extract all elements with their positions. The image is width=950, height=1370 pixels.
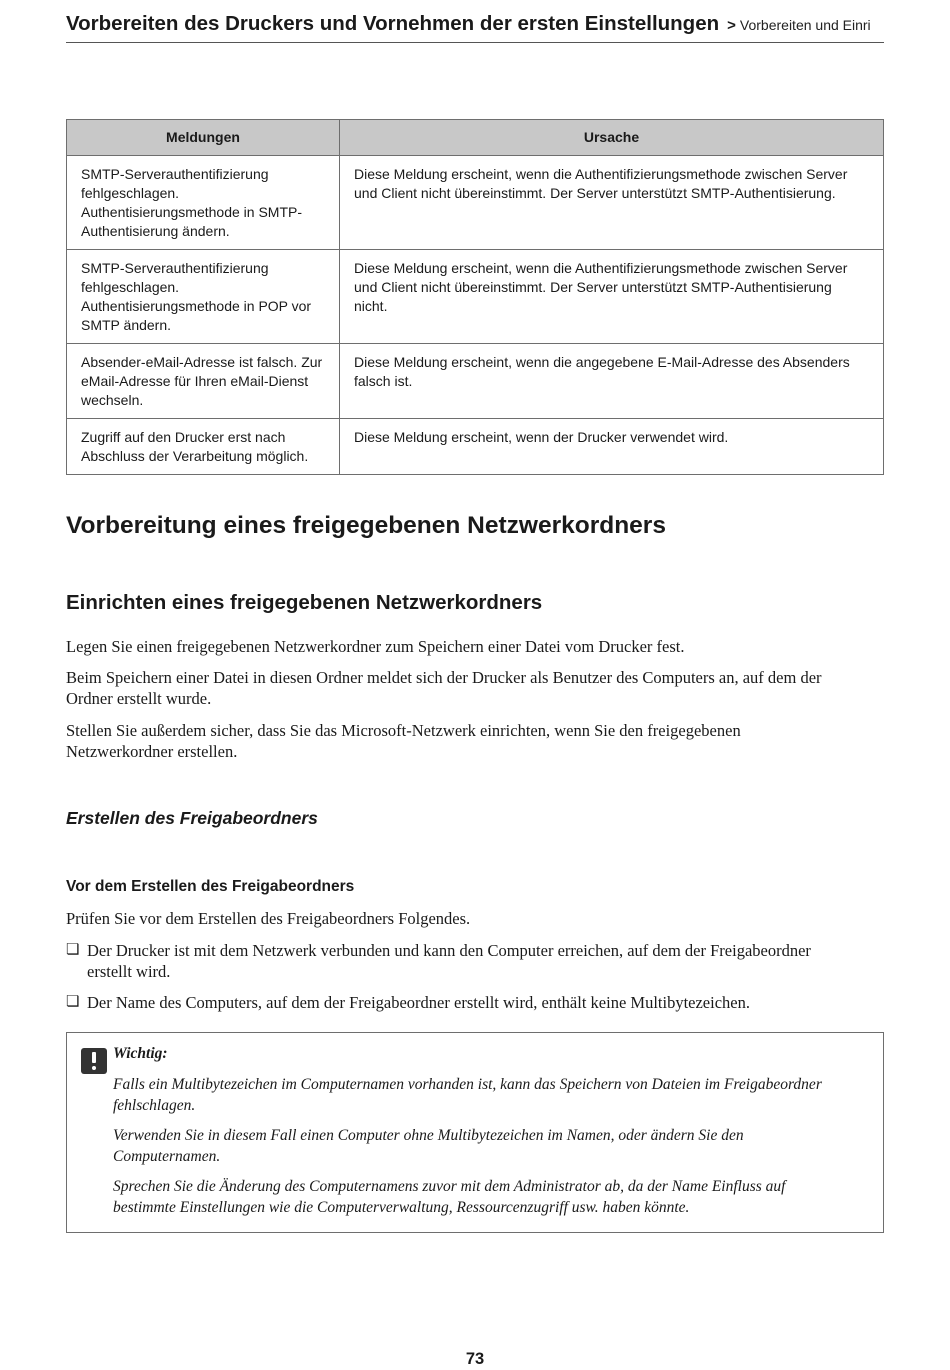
table-header-row: [67, 120, 884, 156]
page-number: 73: [465, 1350, 485, 1368]
note-line: Computernamen.: [113, 1147, 221, 1165]
note-title: Wichtig:: [113, 1045, 168, 1062]
paragraph-line: Ordner erstellt wurde.: [66, 689, 212, 708]
table-row: [67, 344, 884, 419]
message-line: SMTP ändern.: [81, 317, 172, 333]
note-line: Verwenden Sie in diesem Fall einen Computer ohne Multibytezeichen im Namen, oder ändern Sie den: [113, 1127, 744, 1144]
checkbox-bullet-icon: ❏: [66, 994, 80, 1010]
cause-line: Diese Meldung erscheint, wenn der Drucker verwendet wird.: [354, 429, 729, 445]
note-paragraph: [113, 1177, 873, 1218]
checkbox-bullet-icon: ❏: [66, 942, 80, 958]
message-cell: [67, 250, 340, 344]
message-line: Authentisierung ändern.: [81, 223, 230, 239]
note-line: Falls ein Multibytezeichen im Computernamen vorhanden ist, kann das Speichern von Dateien im Freigabeordner: [113, 1076, 822, 1093]
cause-line: Diese Meldung erscheint, wenn die angegebene E-Mail-Adresse des Absenders: [354, 354, 850, 370]
message-line: eMail-Adresse für Ihren eMail-Dienst: [81, 373, 309, 389]
note-paragraph: [113, 1075, 873, 1116]
message-line: SMTP-Serverauthentifizierung: [81, 260, 269, 276]
note-line: bestimmte Einstellungen wie die Computerverwaltung, Ressourcenzugriff usw. haben könnte.: [113, 1198, 690, 1216]
section-heading: Vorbereitung eines freigegebenen Netzwerkordners: [66, 512, 666, 539]
checklist-item: [66, 992, 884, 1013]
table-row: [67, 156, 884, 250]
cause-cell: [340, 156, 884, 250]
body-paragraph: Legen Sie einen freigegebenen Netzwerkordner zum Speichern einer Datei vom Drucker fest.: [66, 637, 685, 656]
subsubsection-heading: Erstellen des Freigabeordners: [66, 808, 318, 828]
paragraph-line: Netzwerkordner erstellen.: [66, 742, 238, 761]
header-chapter-title: Vorbereiten des Druckers und Vornehmen der ersten Einstellungen: [66, 12, 720, 35]
checklist-line: Der Name des Computers, auf dem der Freigabeordner erstellt wird, enthält keine Multibytezeichen.: [87, 993, 750, 1012]
message-line: SMTP-Serverauthentifizierung: [81, 166, 269, 182]
message-line: fehlgeschlagen.: [81, 279, 180, 295]
checklist-line: Der Drucker ist mit dem Netzwerk verbunden und kann den Computer erreichen, auf dem der Freigabeordner: [87, 941, 811, 960]
subsection-heading: Einrichten eines freigegebenen Netzwerkordners: [66, 591, 543, 614]
message-line: Abschluss der Verarbeitung möglich.: [81, 448, 309, 464]
checklist-item: [66, 940, 884, 982]
message-line: Authentisierungsmethode in POP vor: [81, 298, 312, 314]
message-line: Absender-eMail-Adresse ist falsch. Zur: [81, 354, 323, 370]
message-line: Zugriff auf den Drucker erst nach: [81, 429, 286, 445]
table-row: [67, 419, 884, 475]
message-line: fehlgeschlagen.: [81, 185, 180, 201]
exclamation-icon: [81, 1048, 107, 1074]
message-cell: [67, 156, 340, 250]
cause-line: und Client nicht übereinstimmt. Der Server unterstützt SMTP-Authentisierung: [354, 279, 832, 295]
messages-table: [66, 119, 884, 475]
message-line: wechseln.: [81, 392, 144, 408]
checklist-line: erstellt wird.: [87, 962, 171, 981]
cause-cell: [340, 344, 884, 419]
note-paragraph: [113, 1126, 873, 1167]
cause-cell: [340, 419, 884, 475]
note-line: fehlschlagen.: [113, 1096, 196, 1114]
procedure-heading: Vor dem Erstellen des Freigabeordners: [66, 878, 355, 895]
message-cell: [67, 344, 340, 419]
running-header: [66, 12, 884, 43]
paragraph-line: Beim Speichern einer Datei in diesen Ordner meldet sich der Drucker als Benutzer des Computers an, auf dem der: [66, 668, 822, 687]
body-paragraph: [66, 720, 884, 762]
header-section-title: Vorbereiten und Einri: [739, 17, 871, 33]
important-note-box: [66, 1032, 884, 1233]
cause-line: Diese Meldung erscheint, wenn die Authentifizierungsmethode zwischen Server: [354, 166, 848, 182]
message-cell: [67, 419, 340, 475]
intro-paragraph: Prüfen Sie vor dem Erstellen des Freigabeordners Folgendes.: [66, 909, 471, 928]
cause-line: Diese Meldung erscheint, wenn die Authentifizierungsmethode zwischen Server: [354, 260, 848, 276]
table-header-messages: Meldungen: [67, 120, 340, 156]
table-row: [67, 250, 884, 344]
paragraph-line: Stellen Sie außerdem sicher, dass Sie das Microsoft-Netzwerk einrichten, wenn Sie den freigegebenen: [66, 721, 741, 740]
header-separator: >: [727, 17, 736, 34]
message-line: Authentisierungsmethode in SMTP-: [81, 204, 302, 220]
body-paragraph: [66, 667, 884, 709]
cause-line: und Client nicht übereinstimmt. Der Server unterstützt SMTP-Authentisierung.: [354, 185, 836, 201]
cause-cell: [340, 250, 884, 344]
cause-line: nicht.: [354, 298, 388, 314]
table-header-cause: Ursache: [340, 120, 884, 156]
note-line: Sprechen Sie die Änderung des Computernamens zuvor mit dem Administrator ab, da der Name Einfluss auf: [113, 1178, 786, 1195]
cause-line: falsch ist.: [354, 373, 413, 389]
